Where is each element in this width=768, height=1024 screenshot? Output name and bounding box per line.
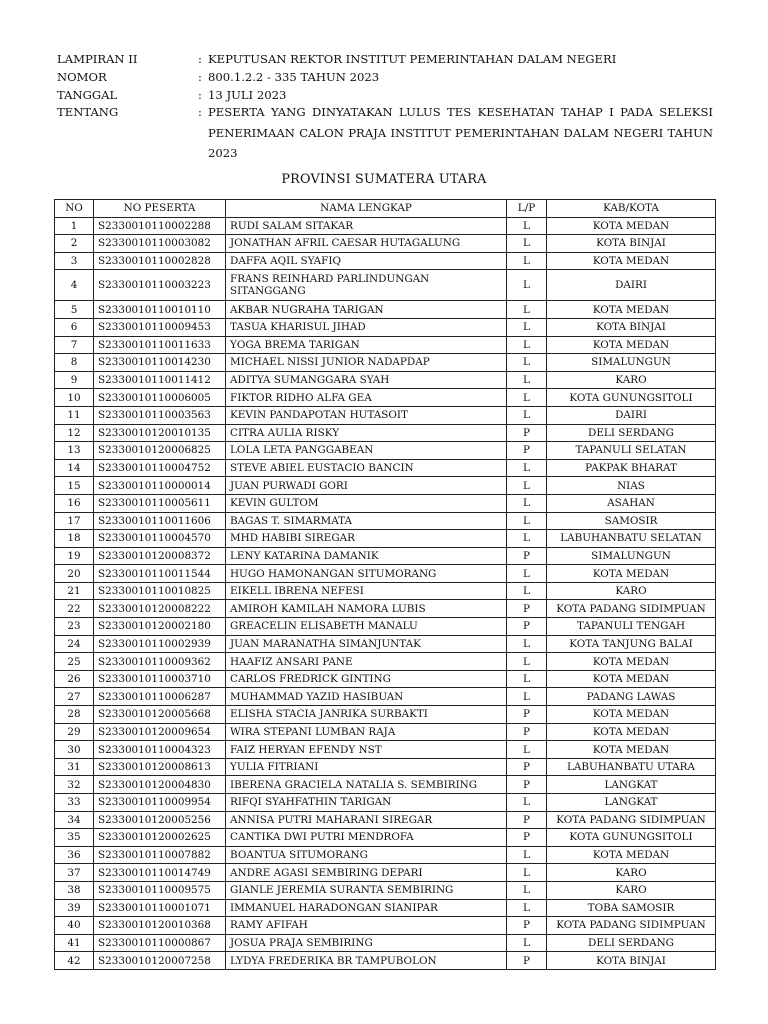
cell-no-peserta: S2330010110014230 [94,354,226,372]
cell-nama-lengkap: AMIROH KAMILAH NAMORA LUBIS [226,600,507,618]
cell-nama-lengkap: MHD HABIBI SIREGAR [226,530,507,548]
cell-lp: L [507,354,547,372]
cell-no-peserta: S2330010110009362 [94,653,226,671]
cell-no: 24 [55,635,94,653]
cell-lp: P [507,917,547,935]
cell-no-peserta: S2330010110011544 [94,565,226,583]
cell-lp: L [507,741,547,759]
cell-nama-lengkap: YOGA BREMA TARIGAN [226,336,507,354]
cell-kab-kota: LANGKAT [547,776,716,794]
cell-nama-lengkap: RUDI SALAM SITAKAR [226,217,507,235]
cell-kab-kota: KOTA PADANG SIDIMPUAN [547,917,716,935]
cell-nama-lengkap: BOANTUA SITUMORANG [226,846,507,864]
cell-nama-lengkap: ANDRE AGASI SEMBIRING DEPARI [226,864,507,882]
table-row [55,512,716,530]
column-header-no: NO [55,200,94,218]
cell-no: 38 [55,881,94,899]
cell-no: 23 [55,618,94,636]
cell-lp: P [507,758,547,776]
cell-kab-kota: NIAS [547,477,716,495]
cell-nama-lengkap: ADITYA SUMANGGARA SYAH [226,371,507,389]
table-row [55,336,716,354]
table-row [55,252,716,270]
cell-lp: P [507,706,547,724]
cell-no-peserta: S2330010110004752 [94,459,226,477]
table-row [55,723,716,741]
cell-no-peserta: S2330010110009575 [94,881,226,899]
cell-nama-lengkap: HUGO HAMONANGAN SITUMORANG [226,565,507,583]
cell-kab-kota: KOTA BINJAI [547,952,716,970]
cell-no: 10 [55,389,94,407]
cell-no: 25 [55,653,94,671]
cell-no: 9 [55,371,94,389]
nomor-label: NOMOR [57,70,107,84]
cell-no-peserta: S2330010110003710 [94,670,226,688]
tentang-label: TENTANG [57,105,119,119]
cell-no: 33 [55,794,94,812]
cell-no-peserta: S2330010120004830 [94,776,226,794]
cell-no: 15 [55,477,94,495]
cell-nama-lengkap: LOLA LETA PANGGABEAN [226,442,507,460]
cell-no-peserta: S2330010120008372 [94,547,226,565]
cell-no-peserta: S2330010110006005 [94,389,226,407]
cell-nama-lengkap: DAFFA AQIL SYAFIQ [226,252,507,270]
header-row-nomor [57,68,713,86]
cell-nama-lengkap: CARLOS FREDRICK GINTING [226,670,507,688]
table-row [55,389,716,407]
separator: : [198,70,202,84]
cell-kab-kota: KOTA MEDAN [547,846,716,864]
cell-kab-kota: KOTA GUNUNGSITOLI [547,389,716,407]
cell-kab-kota: LANGKAT [547,794,716,812]
table-header-row [55,200,716,218]
cell-no: 41 [55,934,94,952]
cell-no-peserta: S2330010120002625 [94,829,226,847]
cell-kab-kota: KOTA MEDAN [547,670,716,688]
cell-no: 17 [55,512,94,530]
table-row [55,952,716,970]
cell-kab-kota: PAKPAK BHARAT [547,459,716,477]
cell-lp: P [507,723,547,741]
cell-nama-lengkap: FIKTOR RIDHO ALFA GEA [226,389,507,407]
column-header-no-peserta: NO PESERTA [94,200,226,218]
cell-lp: L [507,336,547,354]
cell-kab-kota: KOTA MEDAN [547,723,716,741]
table-row [55,270,716,301]
cell-lp: P [507,811,547,829]
cell-kab-kota: KOTA MEDAN [547,217,716,235]
cell-no: 35 [55,829,94,847]
cell-lp: L [507,635,547,653]
cell-kab-kota: DAIRI [547,270,716,301]
cell-kab-kota: KOTA MEDAN [547,653,716,671]
cell-nama-lengkap: RAMY AFIFAH [226,917,507,935]
cell-kab-kota: KARO [547,864,716,882]
table-row [55,459,716,477]
cell-no: 16 [55,494,94,512]
cell-no-peserta: S2330010110000867 [94,934,226,952]
cell-no: 14 [55,459,94,477]
table-row [55,547,716,565]
cell-nama-lengkap: CITRA AULIA RISKY [226,424,507,442]
table-row [55,776,716,794]
cell-lp: L [507,512,547,530]
cell-nama-lengkap: AKBAR NUGRAHA TARIGAN [226,301,507,319]
cell-no-peserta: S2330010110011412 [94,371,226,389]
cell-kab-kota: KOTA BINJAI [547,318,716,336]
cell-lp: L [507,235,547,253]
cell-no: 36 [55,846,94,864]
cell-no-peserta: S2330010120008613 [94,758,226,776]
cell-lp: L [507,881,547,899]
cell-lp: L [507,406,547,424]
cell-nama-lengkap: GREACELIN ELISABETH MANALU [226,618,507,636]
table-row [55,864,716,882]
table-row [55,217,716,235]
cell-nama-lengkap: STEVE ABIEL EUSTACIO BANCIN [226,459,507,477]
table-row [55,635,716,653]
cell-no: 18 [55,530,94,548]
cell-no-peserta: S2330010110005611 [94,494,226,512]
cell-lp: L [507,318,547,336]
cell-no-peserta: S2330010110010825 [94,582,226,600]
cell-nama-lengkap: MICHAEL NISSI JUNIOR NADAPDAP [226,354,507,372]
cell-nama-lengkap: JUAN MARANATHA SIMANJUNTAK [226,635,507,653]
cell-lp: P [507,829,547,847]
cell-nama-lengkap: CANTIKA DWI PUTRI MENDROFA [226,829,507,847]
cell-kab-kota: SIMALUNGUN [547,354,716,372]
table-row [55,688,716,706]
cell-no-peserta: S2330010110011633 [94,336,226,354]
cell-no-peserta: S2330010110002288 [94,217,226,235]
cell-lp: L [507,530,547,548]
cell-no: 40 [55,917,94,935]
table-row [55,670,716,688]
cell-nama-lengkap: TASUA KHARISUL JIHAD [226,318,507,336]
cell-lp: L [507,794,547,812]
table-row [55,917,716,935]
column-header-nama-lengkap: NAMA LENGKAP [226,200,507,218]
document-header [57,50,713,164]
cell-no: 5 [55,301,94,319]
cell-kab-kota: KOTA MEDAN [547,706,716,724]
cell-no: 34 [55,811,94,829]
nomor-value: 800.1.2.2 - 335 TAHUN 2023 [208,70,380,84]
cell-no: 21 [55,582,94,600]
cell-kab-kota: LABUHANBATU SELATAN [547,530,716,548]
cell-no: 13 [55,442,94,460]
cell-lp: L [507,477,547,495]
cell-no: 8 [55,354,94,372]
table-row [55,706,716,724]
cell-nama-lengkap: FAIZ HERYAN EFENDY NST [226,741,507,759]
table-row [55,354,716,372]
cell-no-peserta: S2330010120009654 [94,723,226,741]
header-row-lampiran [57,50,713,68]
cell-lp: L [507,934,547,952]
cell-lp: L [507,864,547,882]
cell-kab-kota: SAMOSIR [547,512,716,530]
separator: : [198,52,202,66]
table-row [55,565,716,583]
cell-no: 29 [55,723,94,741]
table-row [55,618,716,636]
cell-no: 28 [55,706,94,724]
table-row [55,406,716,424]
cell-lp: L [507,670,547,688]
cell-nama-lengkap: KEVIN PANDAPOTAN HUTASOIT [226,406,507,424]
table-row [55,794,716,812]
cell-lp: P [507,424,547,442]
cell-lp: L [507,582,547,600]
cell-nama-lengkap: ELISHA STACIA JANRIKA SURBAKTI [226,706,507,724]
cell-no-peserta: S2330010110007882 [94,846,226,864]
cell-kab-kota: TOBA SAMOSIR [547,899,716,917]
column-header-kab-kota: KAB/KOTA [547,200,716,218]
header-row-tentang [57,102,713,164]
cell-kab-kota: TAPANULI TENGAH [547,618,716,636]
cell-kab-kota: KOTA MEDAN [547,565,716,583]
table-row [55,881,716,899]
cell-lp: L [507,653,547,671]
cell-no-peserta: S2330010120010368 [94,917,226,935]
cell-lp: L [507,688,547,706]
cell-no: 4 [55,270,94,301]
tanggal-label: TANGGAL [57,88,118,102]
cell-lp: P [507,952,547,970]
cell-no-peserta: S2330010110001071 [94,899,226,917]
table-row [55,494,716,512]
cell-no-peserta: S2330010120007258 [94,952,226,970]
cell-lp: L [507,565,547,583]
cell-no-peserta: S2330010110009453 [94,318,226,336]
cell-no: 2 [55,235,94,253]
cell-kab-kota: KOTA MEDAN [547,336,716,354]
table-row [55,235,716,253]
table-row [55,811,716,829]
cell-no-peserta: S2330010110004323 [94,741,226,759]
table-row [55,582,716,600]
cell-nama-lengkap: GIANLE JEREMIA SURANTA SEMBIRING [226,881,507,899]
cell-kab-kota: KOTA BINJAI [547,235,716,253]
cell-lp: L [507,494,547,512]
column-header-lp: L/P [507,200,547,218]
cell-no: 19 [55,547,94,565]
cell-no-peserta: S2330010120005668 [94,706,226,724]
cell-no-peserta: S2330010120006825 [94,442,226,460]
cell-nama-lengkap: ANNISA PUTRI MAHARANI SIREGAR [226,811,507,829]
cell-no: 31 [55,758,94,776]
cell-no-peserta: S2330010110003223 [94,270,226,301]
cell-no: 39 [55,899,94,917]
table-row [55,758,716,776]
cell-no-peserta: S2330010110002939 [94,635,226,653]
cell-no-peserta: S2330010120008222 [94,600,226,618]
table-row [55,301,716,319]
table-row [55,741,716,759]
table-row [55,442,716,460]
cell-no: 6 [55,318,94,336]
table-body [55,217,716,969]
cell-nama-lengkap: RIFQI SYAHFATHIN TARIGAN [226,794,507,812]
cell-lp: L [507,899,547,917]
table-row [55,530,716,548]
cell-kab-kota: KARO [547,371,716,389]
cell-kab-kota: KOTA MEDAN [547,301,716,319]
tentang-value: PESERTA YANG DINYATAKAN LULUS TES KESEHATAN TAHAP I PADA SELEKSI PENERIMAAN CALON PRAJA INSTITUT PEMERINTAHAN DALAM NEGERI TAHUN 2023 [208,105,713,160]
cell-kab-kota: TAPANULI SELATAN [547,442,716,460]
cell-no-peserta: S2330010120010135 [94,424,226,442]
cell-nama-lengkap: IBERENA GRACIELA NATALIA S. SEMBIRING [226,776,507,794]
cell-nama-lengkap: MUHAMMAD YAZID HASIBUAN [226,688,507,706]
cell-no-peserta: S2330010110004570 [94,530,226,548]
cell-no: 32 [55,776,94,794]
cell-no: 37 [55,864,94,882]
cell-no: 12 [55,424,94,442]
cell-no-peserta: S2330010110000014 [94,477,226,495]
lampiran-label: LAMPIRAN II [57,52,138,66]
cell-lp: P [507,547,547,565]
cell-kab-kota: KOTA GUNUNGSITOLI [547,829,716,847]
cell-lp: P [507,618,547,636]
cell-kab-kota: DELI SERDANG [547,934,716,952]
table-row [55,899,716,917]
cell-no: 42 [55,952,94,970]
cell-nama-lengkap: LENY KATARINA DAMANIK [226,547,507,565]
cell-lp: P [507,776,547,794]
cell-no-peserta: S2330010110009954 [94,794,226,812]
cell-lp: L [507,270,547,301]
table-row [55,653,716,671]
cell-kab-kota: KARO [547,881,716,899]
cell-no: 30 [55,741,94,759]
cell-nama-lengkap: EIKELL IBRENA NEFESI [226,582,507,600]
cell-kab-kota: KOTA PADANG SIDIMPUAN [547,600,716,618]
table-row [55,846,716,864]
cell-nama-lengkap: JOSUA PRAJA SEMBIRING [226,934,507,952]
table-row [55,477,716,495]
cell-no-peserta: S2330010110010110 [94,301,226,319]
cell-nama-lengkap: BAGAS T. SIMARMATA [226,512,507,530]
cell-nama-lengkap: HAAFIZ ANSARI PANE [226,653,507,671]
cell-kab-kota: ASAHAN [547,494,716,512]
table-row [55,829,716,847]
cell-kab-kota: SIMALUNGUN [547,547,716,565]
cell-kab-kota: PADANG LAWAS [547,688,716,706]
cell-nama-lengkap: LYDYA FREDERIKA BR TAMPUBOLON [226,952,507,970]
table-row [55,424,716,442]
province-title: PROVINSI SUMATERA UTARA [281,172,487,187]
cell-kab-kota: KOTA MEDAN [547,741,716,759]
cell-no: 7 [55,336,94,354]
table-row [55,934,716,952]
cell-kab-kota: KARO [547,582,716,600]
cell-lp: L [507,389,547,407]
cell-lp: L [507,459,547,477]
cell-lp: L [507,371,547,389]
cell-lp: P [507,600,547,618]
cell-nama-lengkap: KEVIN GULTOM [226,494,507,512]
cell-lp: L [507,301,547,319]
cell-no-peserta: S2330010120002180 [94,618,226,636]
cell-kab-kota: DAIRI [547,406,716,424]
separator: : [198,105,202,119]
cell-nama-lengkap: IMMANUEL HARADONGAN SIANIPAR [226,899,507,917]
cell-no: 27 [55,688,94,706]
cell-nama-lengkap: YULIA FITRIANI [226,758,507,776]
table-row [55,600,716,618]
cell-no: 1 [55,217,94,235]
cell-no: 11 [55,406,94,424]
lampiran-value: KEPUTUSAN REKTOR INSTITUT PEMERINTAHAN DALAM NEGERI [208,52,617,66]
separator: : [198,88,202,102]
cell-nama-lengkap: WIRA STEPANI LUMBAN RAJA [226,723,507,741]
cell-no-peserta: S2330010110006287 [94,688,226,706]
cell-no: 20 [55,565,94,583]
cell-no: 26 [55,670,94,688]
tanggal-value: 13 JULI 2023 [208,88,287,102]
cell-no-peserta: S2330010110003563 [94,406,226,424]
cell-kab-kota: KOTA PADANG SIDIMPUAN [547,811,716,829]
cell-lp: L [507,846,547,864]
cell-kab-kota: DELI SERDANG [547,424,716,442]
cell-nama-lengkap: JUAN PURWADI GORI [226,477,507,495]
cell-no-peserta: S2330010110002828 [94,252,226,270]
cell-no: 22 [55,600,94,618]
cell-kab-kota: KOTA TANJUNG BALAI [547,635,716,653]
cell-kab-kota: LABUHANBATU UTARA [547,758,716,776]
cell-no-peserta: S2330010110014749 [94,864,226,882]
participants-table [54,199,716,970]
cell-nama-lengkap: FRANS REINHARD PARLINDUNGAN SITANGGANG [226,270,507,301]
cell-kab-kota: KOTA MEDAN [547,252,716,270]
cell-lp: L [507,217,547,235]
cell-no: 3 [55,252,94,270]
cell-no-peserta: S2330010110011606 [94,512,226,530]
table-row [55,371,716,389]
cell-no-peserta: S2330010110003082 [94,235,226,253]
table-row [55,318,716,336]
cell-no-peserta: S2330010120005256 [94,811,226,829]
cell-nama-lengkap: JONATHAN AFRIL CAESAR HUTAGALUNG [226,235,507,253]
cell-lp: P [507,442,547,460]
cell-lp: L [507,252,547,270]
